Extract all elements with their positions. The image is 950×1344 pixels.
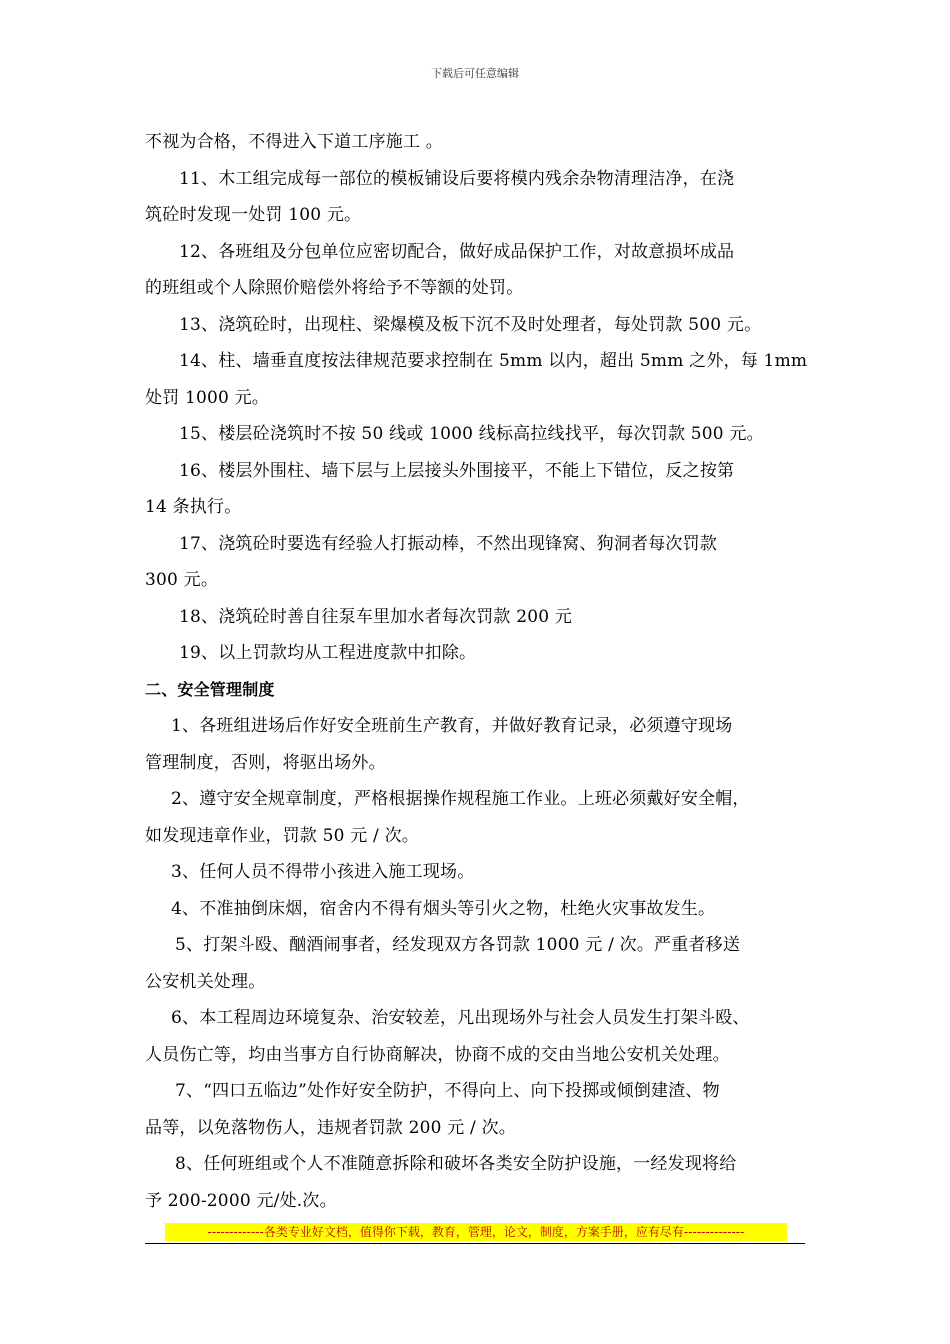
paragraph-line: 17、浇筑砼时要选有经验人打振动棒，不然出现锋窝、狗洞者每次罚款 — [179, 533, 718, 554]
paragraph-line: 15、楼层砼浇筑时不按 50 线或 1000 线标高拉线找平，每次罚款 500 元。 — [179, 424, 764, 444]
paragraph-line: 8、任何班组或个人不准随意拆除和破坏各类安全防护设施，一经发现将给 — [175, 1154, 737, 1174]
paragraph-line: 300 元。 — [145, 570, 219, 590]
paragraph-line: 3、任何人员不得带小孩进入施工现场。 — [171, 862, 475, 882]
section-heading: 二、安全管理制度 — [145, 679, 275, 699]
paragraph-line: 1、各班组进场后作好安全班前生产教育，并做好教育记录，必须遵守现场 — [171, 716, 733, 736]
page-header-caption: 下载后可任意编辑 — [431, 67, 519, 80]
paragraph-line: 12、各班组及分包单位应密切配合，做好成品保护工作，对故意损坏成品 — [179, 241, 735, 262]
paragraph-line: 16、楼层外围柱、墙下层与上层接头外围接平，不能上下错位，反之按第 — [179, 460, 735, 481]
paragraph-line: 筑砼时发现一处罚 100 元。 — [145, 205, 362, 225]
paragraph-line: 品等，以免落物伤人，违规者罚款 200 元 / 次。 — [145, 1117, 516, 1138]
paragraph-line: 管理制度，否则，将驱出场外。 — [145, 752, 386, 773]
paragraph-line: 2、遵守安全规章制度，严格根据操作规程施工作业。上班必须戴好安全帽， — [171, 789, 750, 809]
paragraph-line: 7、“四口五临边”处作好安全防护，不得向上、向下投掷或倾倒建渣、物 — [175, 1081, 720, 1101]
paragraph-line: 14、柱、墙垂直度按法律规范要求控制在 5mm 以内，超出 5mm 之外，每 1mm — [179, 351, 808, 371]
footer-divider — [145, 1243, 805, 1244]
paragraph-line: 14 条执行。 — [145, 497, 242, 517]
paragraph-line: 如发现违章作业，罚款 50 元 / 次。 — [145, 825, 419, 846]
paragraph-line: 5、打架斗殴、酗酒闹事者，经发现双方各罚款 1000 元 / 次。严重者移送 — [175, 935, 741, 955]
paragraph-line: 13、浇筑砼时，出现柱、梁爆模及板下沉不及时处理者，每处罚款 500 元。 — [179, 314, 762, 335]
footer-banner: -------------各类专业好文档，值得你下载，教育，管理，论文，制度，方案手册，应有尽有-------------- — [165, 1223, 787, 1241]
paragraph-line: 11、木工组完成每一部位的模板铺设后要将模内残余杂物清理洁净，在浇 — [179, 168, 735, 189]
paragraph-line: 予 200-2000 元/处.次。 — [145, 1190, 337, 1211]
document-body — [145, 124, 817, 1219]
paragraph-line: 不视为合格，不得进入下道工序施工 。 — [145, 132, 444, 152]
paragraph-line: 19、以上罚款均从工程进度款中扣除。 — [179, 643, 477, 663]
paragraph-line: 6、本工程周边环境复杂、治安较差，凡出现场外与社会人员发生打架斗殴、 — [171, 1008, 750, 1028]
paragraph-line: 公安机关处理。 — [145, 971, 266, 992]
paragraph-line: 18、浇筑砼时善自往泵车里加水者每次罚款 200 元 — [179, 606, 573, 627]
paragraph-line: 人员伤亡等，均由当事方自行协商解决，协商不成的交由当地公安机关处理。 — [145, 1044, 730, 1065]
paragraph-line: 4、不准抽倒床烟，宿舍内不得有烟头等引火之物，杜绝火灾事故发生。 — [171, 898, 716, 919]
paragraph-line: 处罚 1000 元。 — [145, 387, 270, 408]
paragraph-line: 的班组或个人除照价赔偿外将给予不等额的处罚。 — [145, 278, 524, 298]
